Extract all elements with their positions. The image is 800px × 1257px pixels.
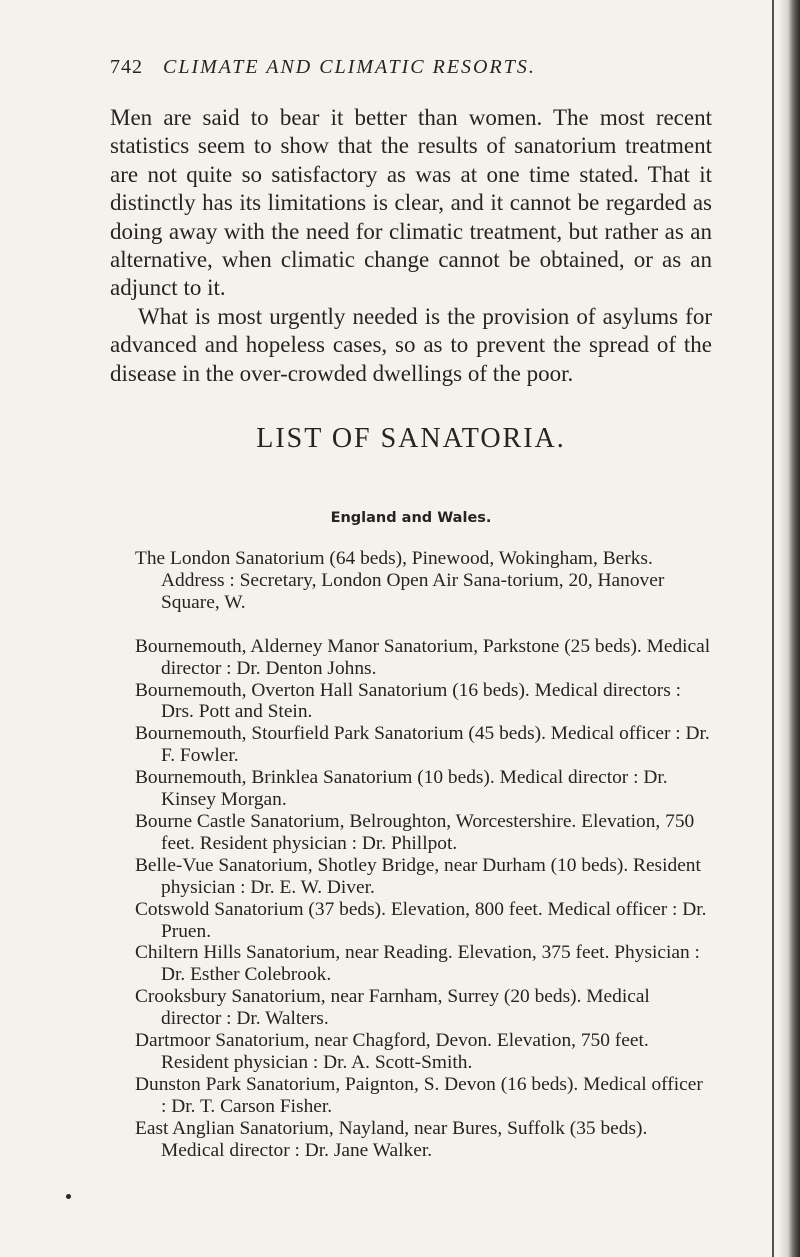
list-item: Bournemouth, Alderney Manor Sanatorium, Parkstone (25 beds). Medical director : Dr. Denton Johns. (135, 635, 711, 679)
list-item: Crooksbury Sanatorium, near Farnham, Surrey (20 beds). Medical director : Dr. Walters. (135, 986, 650, 1030)
paragraph: What is most urgently needed is the provision of asylums for advanced and hopeless cases, so as to prevent the spread of the disease in the over-crowded dwellings of the poor. (110, 303, 712, 386)
running-header (110, 56, 730, 79)
paragraph: Men are said to bear it better than women. The most recent statistics seem to show that the results of sanatorium treatment are not quite so satisfactory as was at one time stated. That it distinctly has its limitations is clear, and it cannot be regarded as doing away with the need for climatic treatment, but rather as an alternative, when climatic change cannot be obtained, or as an adjunct to it. (110, 105, 712, 301)
section-title: LIST OF SANATORIA. (256, 423, 566, 454)
list-item: Chiltern Hills Sanatorium, near Reading. Elevation, 375 feet. Physician : Dr. Esther Colebrook. (135, 942, 700, 986)
margin-mark (66, 1194, 71, 1199)
list-item: Bourne Castle Sanatorium, Belroughton, Worcestershire. Elevation, 750 feet. Resident physician : Dr. Phillpot. (135, 810, 695, 854)
list-item: Cotswold Sanatorium (37 beds). Elevation, 800 feet. Medical officer : Dr. Pruen. (135, 898, 707, 942)
sanatorium-list (135, 548, 713, 1161)
list-item: Bournemouth, Stourfield Park Sanatorium (45 beds). Medical officer : Dr. F. Fowler. (135, 723, 710, 767)
page-number: 742 (110, 56, 143, 78)
list-item: Dunston Park Sanatorium, Paignton, S. Devon (16 beds). Medical officer : Dr. T. Carson Fisher. (135, 1073, 703, 1117)
list-item: Bournemouth, Overton Hall Sanatorium (16 beds). Medical directors : Drs. Pott and Stein. (135, 679, 682, 723)
list-item: East Anglian Sanatorium, Nayland, near Bures, Suffolk (35 beds). Medical director : Dr. Jane Walker. (135, 1117, 648, 1161)
list-item: The London Sanatorium (64 beds), Pinewood, Wokingham, Berks. Address : Secretary, London Open Air Sana-torium, 20, Hanover Square, W. (135, 548, 665, 613)
body-text (110, 104, 712, 388)
region-heading: England and Wales. (330, 510, 492, 526)
list-item: Dartmoor Sanatorium, near Chagford, Devon. Elevation, 750 feet. Resident physician : Dr. A. Scott-Smith. (135, 1030, 649, 1073)
running-title: CLIMATE AND CLIMATIC RESORTS. (163, 56, 536, 78)
page-binding-line (772, 0, 774, 1257)
page-edge-shadow (778, 0, 800, 1257)
list-item: Bournemouth, Brinklea Sanatorium (10 beds). Medical director : Dr. Kinsey Morgan. (135, 767, 668, 811)
list-item: Belle-Vue Sanatorium, Shotley Bridge, near Durham (10 beds). Resident physician : Dr. E. W. Diver. (135, 854, 701, 898)
